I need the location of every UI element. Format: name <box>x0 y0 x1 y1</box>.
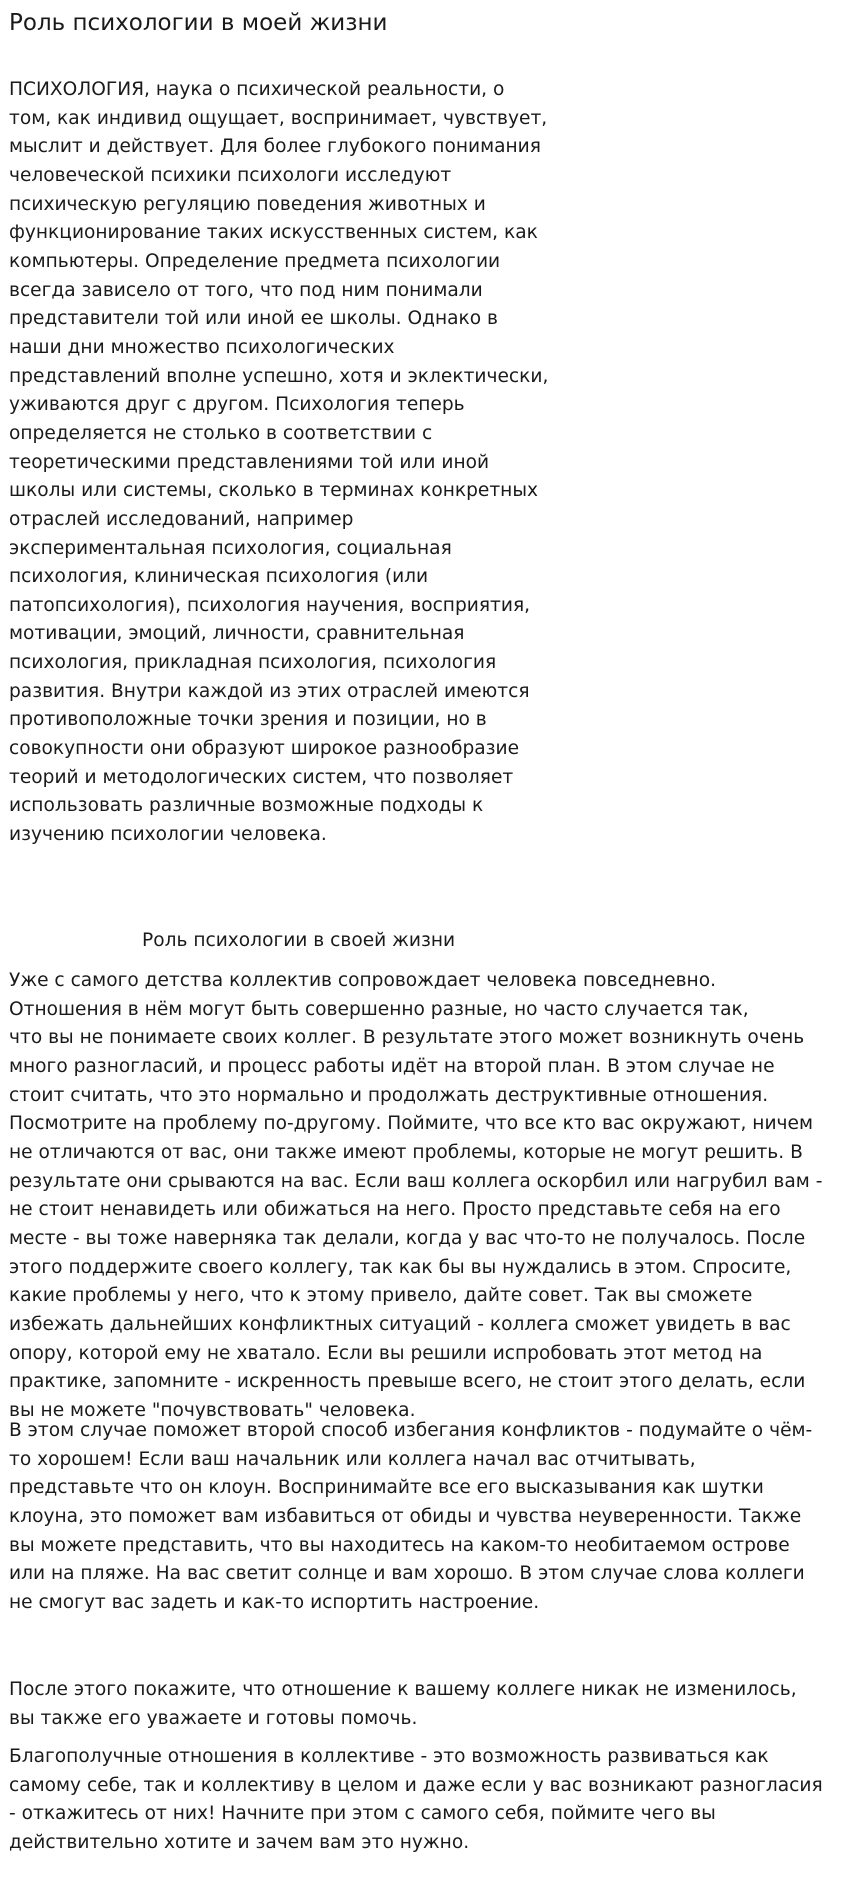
text-line: том, как индивид ощущает, воспринимает, чувствует, <box>9 107 548 129</box>
text-line: стоит считать, что это нормально и продолжать деструктивные отношения. <box>9 1084 769 1106</box>
body-paragraph-3 <box>9 1676 839 1733</box>
text-line: Уже с самого детства коллектив сопровождает человека повседневно. <box>9 970 716 991</box>
text-line: совокупности они образуют широкое разнообразие <box>9 738 520 760</box>
text-line: отраслей исследований, например <box>9 508 354 530</box>
body-paragraph-4 <box>9 1743 839 1858</box>
text-line: не отличаются от вас, они также имеют проблемы, которые не могут решить. В <box>9 1141 803 1163</box>
text-line: Благополучные отношения в коллективе - это возможность развиваться как <box>9 1746 769 1767</box>
text-line: определяется не столько в соответствии с <box>9 422 433 444</box>
text-line: изучению психологии человека. <box>9 824 327 846</box>
text-line: Посмотрите на проблему по-другому. Поймите, что все кто вас окружают, ничем <box>9 1113 813 1135</box>
text-line: результате они срываются на вас. Если ваш коллега оскорбил или нагрубил вам - <box>9 1170 823 1192</box>
text-line: какие проблемы у него, что к этому привело, дайте совет. Так вы сможете <box>9 1285 753 1307</box>
text-line: После этого покажите, что отношение к вашему коллеге никак не изменилось, <box>9 1679 797 1700</box>
text-line: этого поддержите своего коллегу, так как бы вы нуждались в этом. Спросите, <box>9 1256 792 1278</box>
text-line: что вы не понимаете своих коллег. В результате этого может возникнуть очень <box>9 1027 805 1049</box>
text-line: психическую регуляцию поведения животных и <box>9 193 486 215</box>
intro-paragraph <box>9 76 589 850</box>
text-line: - откажитесь от них! Начните при этом с самого себя, поймите чего вы <box>9 1803 716 1825</box>
text-line: не смогут вас задеть и как-то испортить настроение. <box>9 1591 540 1613</box>
text-line: вы не можете "почувствовать" человека. <box>9 1399 416 1421</box>
text-line: самому себе, так и коллективу в целом и даже если у вас возникают разногласия <box>9 1774 823 1796</box>
text-line: развития. Внутри каждой из этих отраслей имеются <box>9 680 530 702</box>
text-line: месте - вы тоже наверняка так делали, когда у вас что-то не получалось. После <box>9 1227 806 1249</box>
section-subtitle: Роль психологии в своей жизни <box>142 930 456 951</box>
text-line: теорий и методологических систем, что позволяет <box>9 766 514 788</box>
text-line: представители той или иной ее школы. Однако в <box>9 308 498 330</box>
text-line: Отношения в нём могут быть совершенно разные, но часто случается так, <box>9 998 749 1020</box>
text-line: психология, клиническая психология (или <box>9 566 429 588</box>
text-line: экспериментальная психология, социальная <box>9 537 452 559</box>
body-paragraph-1 <box>9 967 839 1426</box>
text-line: компьютеры. Определение предмета психологии <box>9 250 501 272</box>
text-line: действительно хотите и зачем вам это нужно. <box>9 1831 470 1853</box>
text-line: представлений вполне успешно, хотя и эклектически, <box>9 365 549 387</box>
text-line: вы можете представить, что вы находитесь на каком-то необитаемом острове <box>9 1534 790 1556</box>
body-paragraph-2 <box>9 1417 839 1618</box>
text-line: противоположные точки зрения и позиции, но в <box>9 709 487 731</box>
text-line: человеческой психики психологи исследуют <box>9 164 452 186</box>
text-line: не стоит ненавидеть или обижаться на него. Просто представьте себя на его <box>9 1199 781 1221</box>
text-line: В этом случае поможет второй способ избегания конфликтов - подумайте о чём- <box>9 1420 813 1441</box>
text-line: функционирование таких искусственных систем, как <box>9 222 538 244</box>
text-line: наши дни множество психологических <box>9 336 395 358</box>
text-line: мыслит и действует. Для более глубокого понимания <box>9 136 541 158</box>
text-line: то хорошем! Если ваш начальник или коллега начал вас отчитывать, <box>9 1448 696 1470</box>
text-line: клоуна, это поможет вам избавиться от обиды и чувства неуверенности. Также <box>9 1505 802 1527</box>
text-line: представьте что он клоун. Воспринимайте все его высказывания как шутки <box>9 1477 764 1499</box>
text-line: много разногласий, и процесс работы идёт на второй план. В этом случае не <box>9 1055 775 1077</box>
text-line: избежать дальнейших конфликтных ситуаций - коллега сможет увидеть в вас <box>9 1313 791 1335</box>
text-line: опору, которой ему не хватало. Если вы решили испробовать этот метод на <box>9 1342 763 1364</box>
text-line: уживаются друг с другом. Психология теперь <box>9 394 465 416</box>
text-line: всегда зависело от того, что под ним понимали <box>9 279 483 301</box>
text-line: ПСИХОЛОГИЯ, наука о психической реальности, о <box>9 79 505 100</box>
text-line: использовать различные возможные подходы к <box>9 795 484 817</box>
text-line: мотивации, эмоций, личности, сравнительная <box>9 623 465 645</box>
page-title: Роль психологии в моей жизни <box>9 10 388 36</box>
text-line: практике, запомните - искренность превыше всего, не стоит этого делать, если <box>9 1371 806 1393</box>
text-line: школы или системы, сколько в терминах конкретных <box>9 480 539 502</box>
text-line: или на пляже. На вас светит солнце и вам хорошо. В этом случае слова коллеги <box>9 1563 805 1585</box>
text-line: психология, прикладная психология, психология <box>9 652 497 674</box>
text-line: теоретическими представлениями той или иной <box>9 451 490 473</box>
text-line: патопсихология), психология научения, восприятия, <box>9 594 531 616</box>
text-line: вы также его уважаете и готовы помочь. <box>9 1707 418 1729</box>
